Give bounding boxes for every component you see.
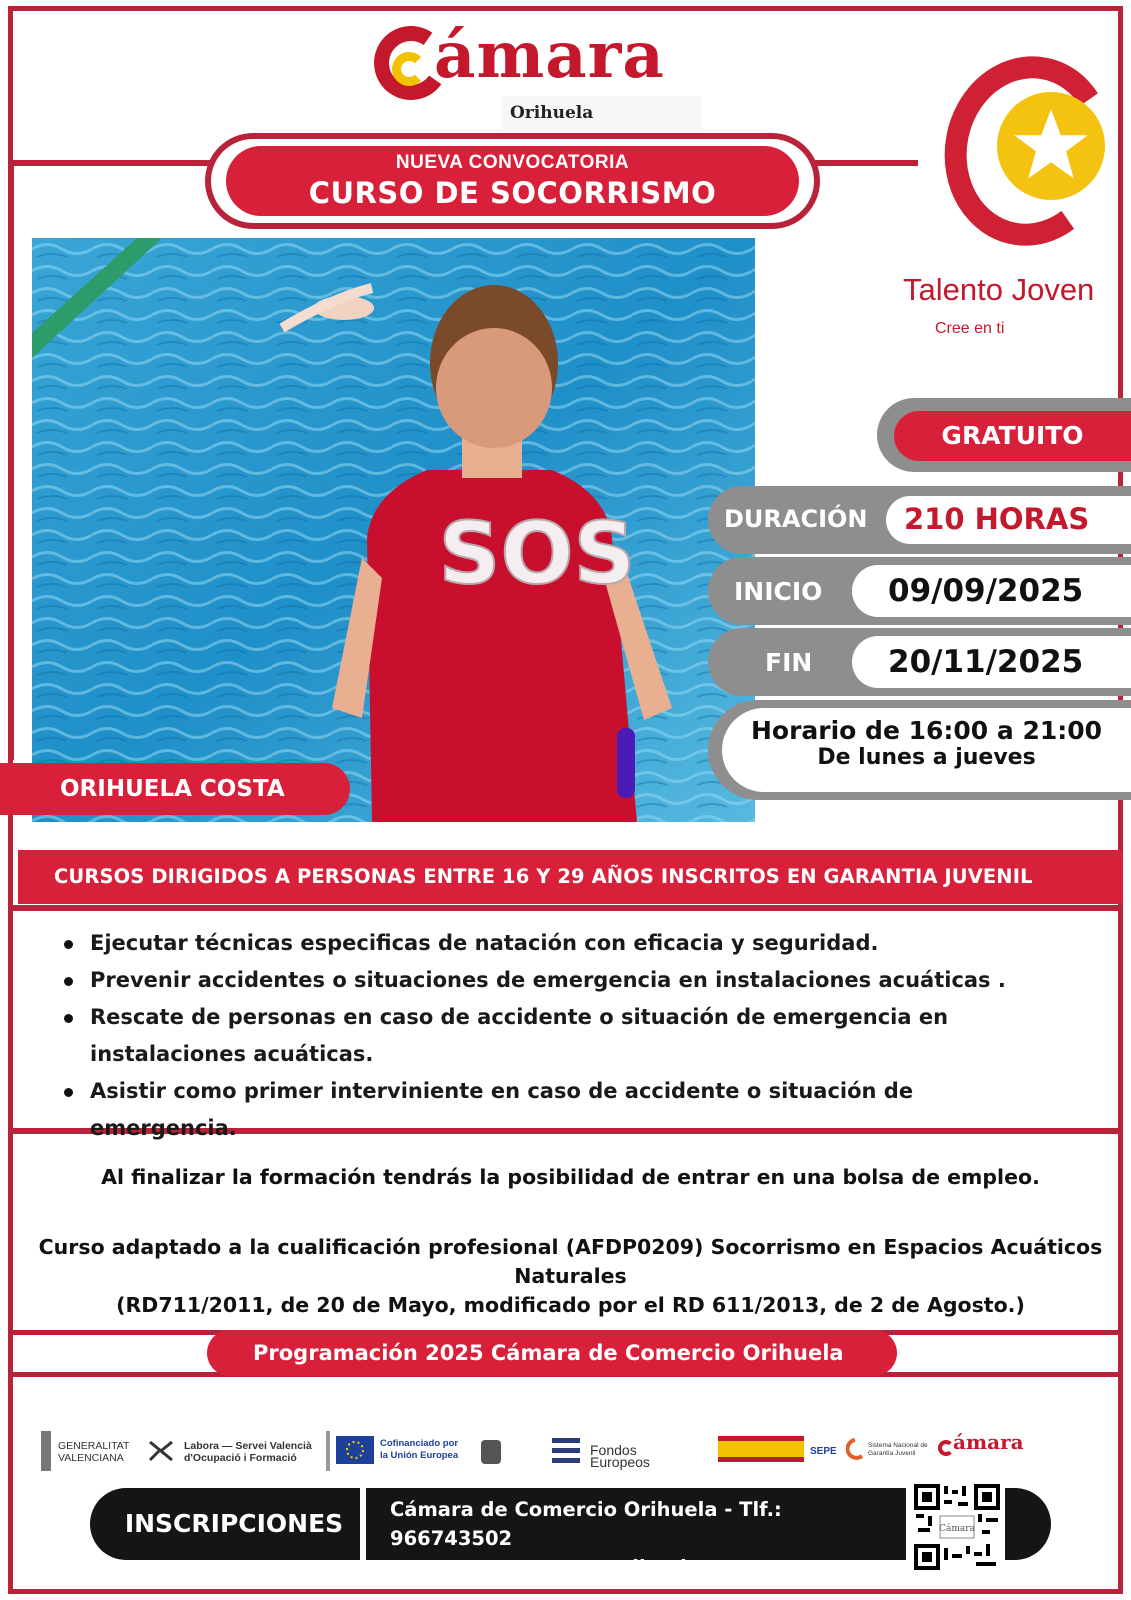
contact-box — [366, 1488, 906, 1579]
registration-label: INSCRIPCIONES — [90, 1488, 360, 1560]
duration-label: DURACIÓN — [724, 505, 868, 533]
objective-item: Ejecutar técnicas especificas de natación con eficacia y seguridad. — [60, 925, 1060, 962]
contact-email[interactable]: programas@camaraorihuela.org — [390, 1556, 745, 1579]
location-badge: ORIHUELA COSTA — [0, 763, 350, 815]
logo-word: ámara — [434, 18, 665, 93]
talento-joven-tagline: Cree en ti — [935, 320, 1005, 337]
gva-text: VALENCIANA — [58, 1452, 124, 1464]
lifeguard-photo — [32, 238, 755, 822]
logo-subtitle: Orihuela — [502, 96, 702, 130]
frame-line — [8, 160, 218, 166]
employment-note: Al finalizar la formación tendrás la posibilidad de entrar en una bolsa de empleo. — [101, 1165, 1040, 1189]
frame-line — [8, 160, 14, 760]
qr-code[interactable] — [912, 1482, 1002, 1572]
eu-flag-icon — [336, 1436, 374, 1464]
objective-item: Asistir como primer interviniente en caso de accidente o situación de emergencia. — [60, 1073, 1060, 1147]
fondos-icon — [550, 1436, 582, 1466]
fondos-text: Fondos Europeos — [590, 1442, 650, 1470]
qr-caption: Cámara — [939, 1524, 975, 1534]
sepe-logo — [718, 1428, 838, 1474]
camara-logo — [374, 18, 734, 128]
qualification-line: Curso adaptado a la cualificación profesional (AFDP0209) Socorrismo en Espacios Acuáticos Naturales — [38, 1235, 1103, 1288]
garantia-text: Sistema Nacional de Garantía Juvenil — [868, 1442, 928, 1457]
eu-text: Cofinanciado por — [380, 1438, 459, 1449]
audience-banner: CURSOS DIRIGIDOS A PERSONAS ENTRE 16 Y 29 AÑOS INSCRITOS EN GARANTIA JUVENIL — [18, 850, 1123, 904]
sponsor-divider — [326, 1431, 330, 1471]
star-icon — [997, 92, 1105, 200]
schedule-days: De lunes a jueves — [817, 745, 1036, 770]
end-value: 20/11/2025 — [888, 644, 1084, 680]
spain-flag-icon — [718, 1436, 804, 1462]
title-banner — [226, 146, 799, 216]
talento-joven-title: Talento Joven — [903, 272, 1095, 307]
sepe-text: SEPE — [810, 1446, 837, 1457]
qualification-note — [18, 1233, 1123, 1320]
garantia-juvenil-logo — [846, 1428, 936, 1474]
camara-small-logo — [938, 1428, 1038, 1474]
spanish-gov-logo — [478, 1428, 538, 1474]
gva-crest-icon — [38, 1431, 54, 1471]
fondos-europeos-logo — [550, 1428, 700, 1474]
labora-text: d'Ocupació i Formació — [184, 1452, 297, 1464]
eu-logo — [336, 1428, 476, 1474]
program-banner: Programación 2025 Cámara de Comercio Orihuela — [207, 1330, 897, 1376]
schedule-hours: Horario de 16:00 a 21:00 — [750, 716, 1103, 745]
sponsor-logos — [38, 1428, 1058, 1474]
qualification-line: (RD711/2011, de 20 de Mayo, modificado por el RD 611/2013, de 2 de Agosto.) — [116, 1293, 1025, 1317]
duration-value: 210 HORAS — [904, 502, 1090, 536]
camara-small-c-mark — [938, 1440, 954, 1456]
labora-logo — [148, 1428, 328, 1474]
shirt-text: SOS — [438, 504, 636, 604]
garantia-icon — [846, 1438, 864, 1462]
labora-icon — [148, 1438, 174, 1464]
start-value: 09/09/2025 — [888, 573, 1084, 609]
logo-c-inner-mark — [392, 52, 426, 86]
camara-small-text: ámara — [953, 1430, 1024, 1454]
frame-line — [800, 160, 918, 166]
gva-text: GENERALITAT — [58, 1440, 130, 1452]
page-title: CURSO DE SOCORRISMO — [308, 176, 717, 210]
frame-line — [8, 905, 1123, 911]
objective-item: Prevenir accidentes o situaciones de emergencia en instalaciones acuáticas . — [60, 962, 1060, 999]
coat-of-arms-icon — [478, 1434, 504, 1468]
schedule-box — [722, 708, 1131, 792]
title-kicker: NUEVA CONVOCATORIA — [395, 152, 630, 173]
end-label: FIN — [765, 648, 813, 677]
labora-text: Labora — Servei Valencià — [184, 1440, 312, 1452]
contact-phone: Cámara de Comercio Orihuela - Tlf.: 966743502 — [390, 1498, 782, 1550]
generalitat-logo — [38, 1428, 138, 1474]
price-badge: GRATUITO — [894, 411, 1131, 461]
start-label: INICIO — [734, 577, 823, 606]
objective-item: Rescate de personas en caso de accidente o situación de emergencia en instalaciones acuáticas. — [60, 999, 1060, 1073]
objectives-list — [60, 925, 1060, 1147]
eu-text: la Unión Europea — [380, 1450, 459, 1461]
